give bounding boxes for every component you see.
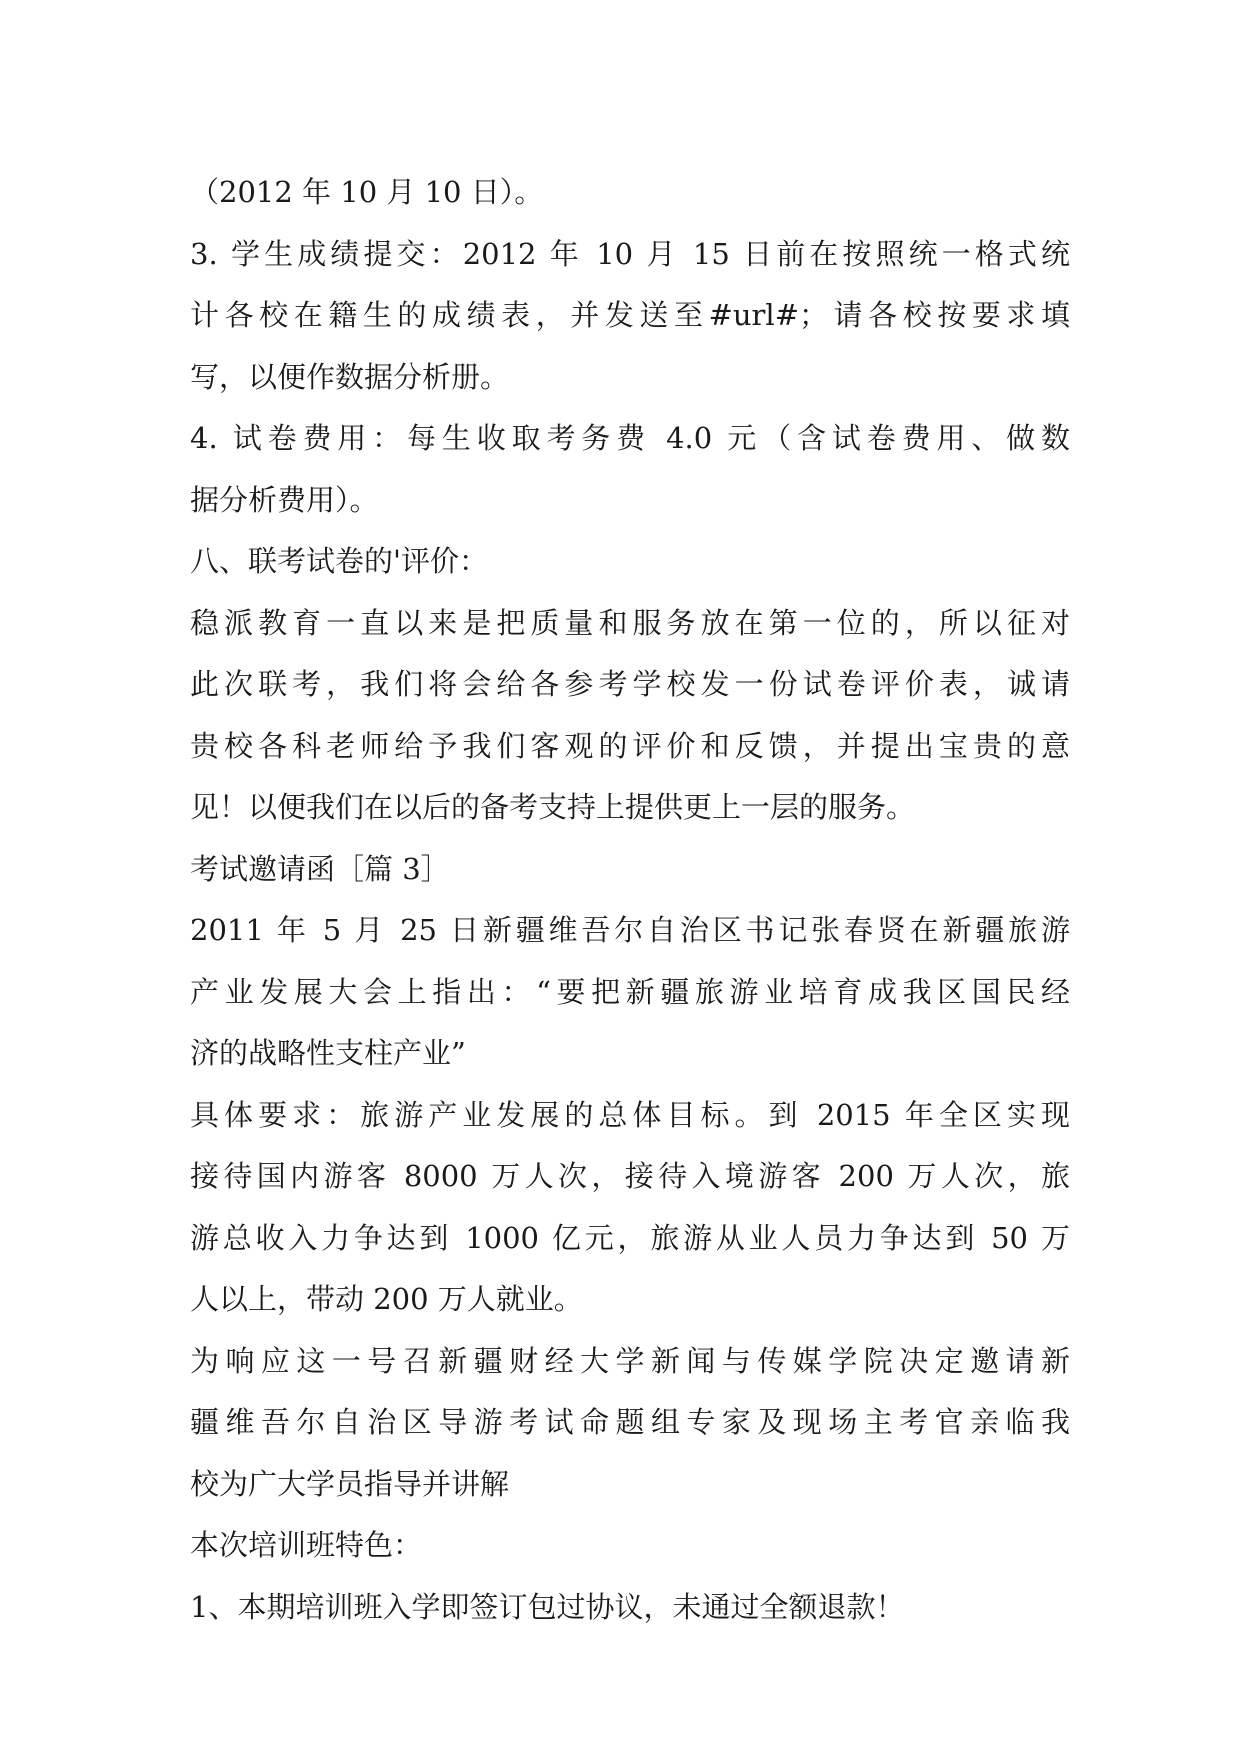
document-body	[190, 162, 1070, 1638]
text-line: 贵校各科老师给予我们客观的评价和反馈，并提出宝贵的意	[190, 728, 1070, 763]
text-line: 校为广大学员指导并讲解	[190, 1466, 510, 1501]
text-line: 此次联考，我们将会给各参考学校发一份试卷评价表，诚请	[190, 667, 1070, 701]
text-line: （2012 年 10 月 10 日）。	[190, 175, 544, 209]
text-line: 3. 学生成绩提交：2012 年 10 月 15 日前在按照统一格式统	[190, 236, 1070, 271]
text-line: 游总收入力争达到 1000 亿元，旅游从业人员力争达到 50 万	[190, 1220, 1070, 1255]
text-line: 疆维吾尔自治区导游考试命题组专家及现场主考官亲临我	[190, 1405, 1070, 1439]
text-line: 稳派教育一直以来是把质量和服务放在第一位的，所以征对	[190, 605, 1070, 640]
section-heading: 八、联考试卷的'评价：	[190, 544, 488, 578]
text-line: 4. 试卷费用：每生收取考务费 4.0 元（含试卷费用、做数	[190, 421, 1070, 455]
text-line: 产业发展大会上指出：“要把新疆旅游业培育成我区国民经	[190, 974, 1070, 1009]
text-line: 为响应这一号召新疆财经大学新闻与传媒学院决定邀请新	[190, 1343, 1070, 1378]
text-line: 写，以便作数据分析册。	[190, 359, 510, 394]
text-line: 1、本期培训班入学即签订包过协议，未通过全额退款！	[190, 1589, 905, 1624]
article-title: 考试邀请函［篇 3］	[190, 851, 450, 886]
text-line: 计各校在籍生的成绩表，并发送至#url#；请各校按要求填	[190, 298, 1070, 332]
section-heading: 本次培训班特色：	[190, 1528, 423, 1562]
text-line: 济的战略性支柱产业”	[190, 1036, 466, 1070]
text-line: 据分析费用）。	[190, 482, 379, 517]
text-line: 人以上，带动 200 万人就业。	[190, 1282, 583, 1316]
text-line: 2011 年 5 月 25 日新疆维吾尔自治区书记张春贤在新疆旅游	[190, 913, 1070, 947]
text-line: 接待国内游客 8000 万人次，接待入境游客 200 万人次，旅	[190, 1159, 1070, 1193]
text-line: 具体要求：旅游产业发展的总体目标。到 2015 年全区实现	[190, 1097, 1070, 1132]
text-line: 见！以便我们在以后的备考支持上提供更上一层的服务。	[190, 790, 916, 824]
